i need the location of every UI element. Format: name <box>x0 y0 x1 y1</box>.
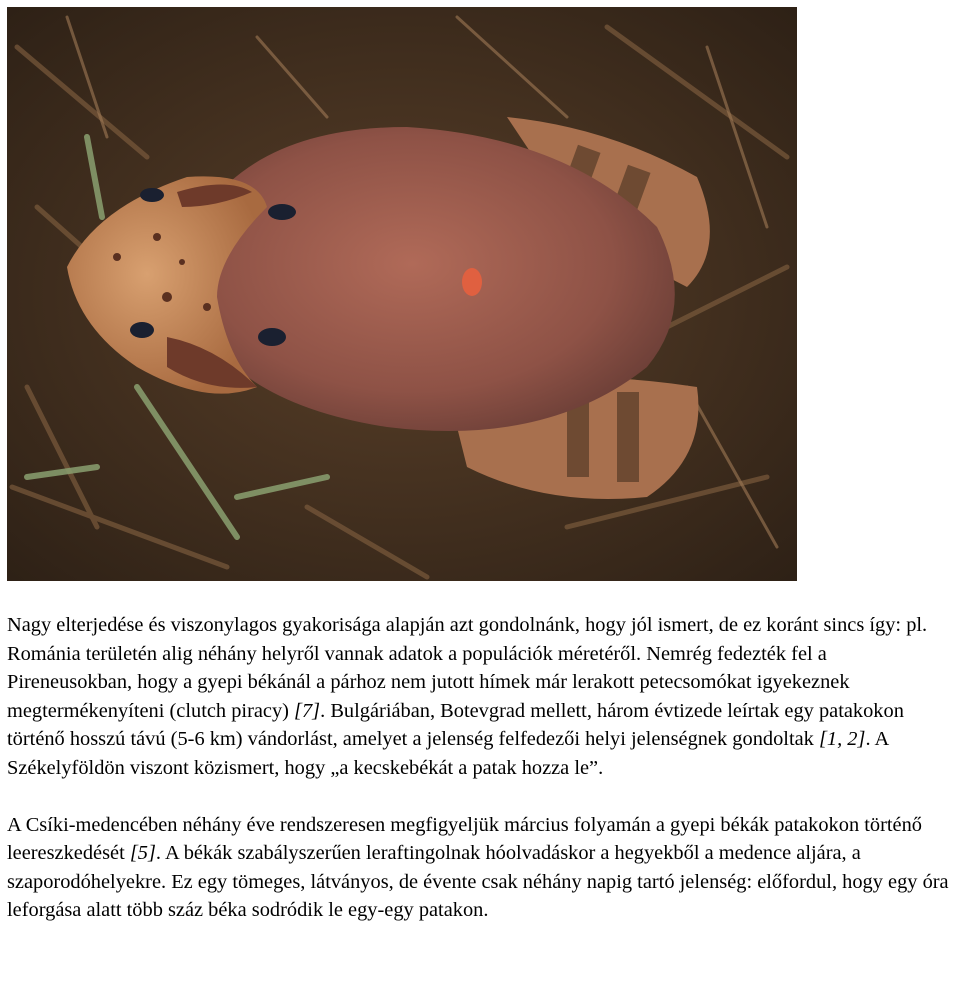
text-segment: . Bulgáriában, Botevgrad mellett, három évtizede leírtak egy patakokon történő hosszú távú (5-6 km) vándorlást, amelyet a jelenség felfedezői helyi jelenségnek gondoltak <box>7 699 904 751</box>
text-segment: . A békák szabályszerűen leraftingolnak hóolvadáskor a hegyekből a medence aljára, a szaporodóhelyekre. Ez egy tömeges, látványos, de évente csak néhány napig tartó jelenség: előfordul, hogy egy óra leforgása alatt több száz béka sodródik le egy-egy patakon. <box>7 842 949 922</box>
citation: [5] <box>129 842 156 865</box>
citation: [1, 2] <box>818 728 866 751</box>
text-segment: . A Székelyföldön viszont közismert, hogy „a kecskebékát a patak hozza le”. <box>7 728 889 779</box>
citation: [7] <box>294 699 321 722</box>
article-text <box>7 611 957 925</box>
paragraph-2 <box>7 811 957 925</box>
frog-photo <box>7 7 797 581</box>
text-segment: A Csíki-medencében néhány éve rendszeresen megfigyeljük március folyamán a gyepi békák patakokon történő leereszkedését <box>7 813 922 865</box>
paragraph-1 <box>7 611 957 783</box>
text-segment: Nagy elterjedése és viszonylagos gyakorisága alapján azt gondolnánk, hogy jól ismert, de ez koránt sincs így: pl. Románia területén alig néhány helyről vannak adatok a populációk méretéről. Nemrég fedezték fel a Pireneusokban, hogy a gyepi békánál a párhoz nem jutott hímek már lerakott petecsomókat igyekeznek megtermékenyíteni (clutch piracy) <box>7 614 928 722</box>
